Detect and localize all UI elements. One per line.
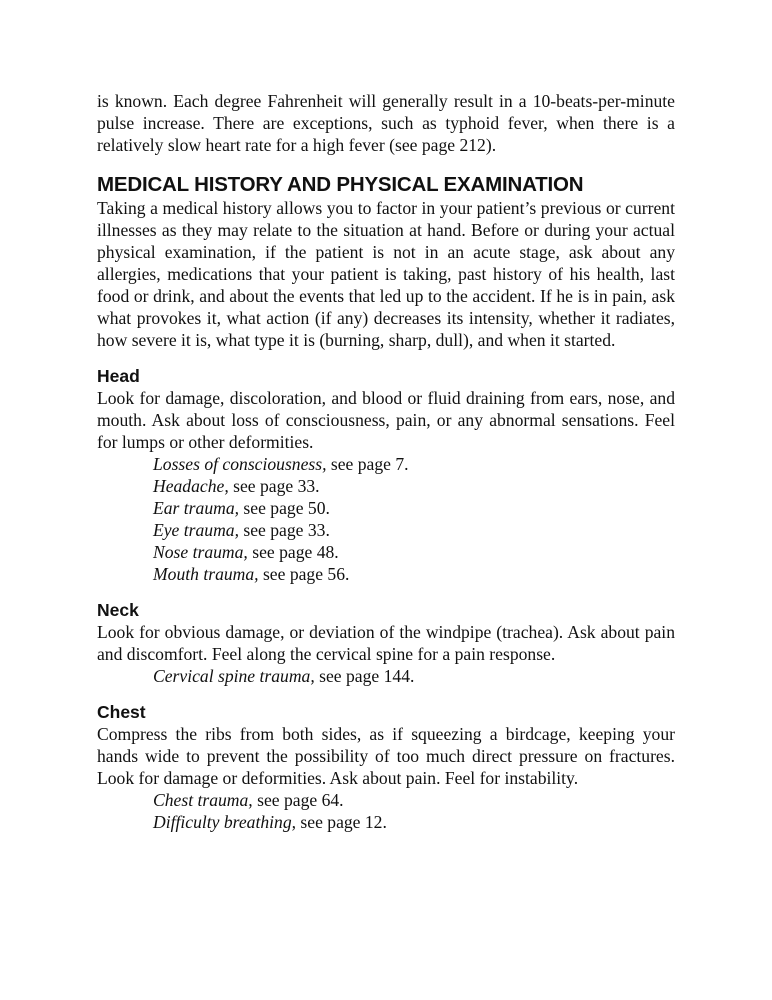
reference-topic: Mouth trauma, xyxy=(153,564,259,584)
reference-item xyxy=(97,519,675,541)
subsection-title-neck: Neck xyxy=(97,600,139,620)
reference-page: see page 50. xyxy=(239,498,330,518)
reference-list-chest xyxy=(97,789,675,833)
reference-page: see page 144. xyxy=(314,666,415,686)
intro-paragraph: is known. Each degree Fahrenheit will generally result in a 10-beats-per-minute pulse increase. There are exceptions, such as typhoid fever, when there is a relatively slow heart rate for a high fever (see page 212). xyxy=(97,91,675,155)
reference-page: see page 48. xyxy=(247,542,339,562)
section-title: MEDICAL HISTORY AND PHYSICAL EXAMINATION xyxy=(97,173,584,196)
reference-item xyxy=(97,789,675,811)
reference-topic: Eye trauma, xyxy=(153,520,239,540)
reference-page: see page 33. xyxy=(239,520,330,540)
reference-topic: Chest trauma, xyxy=(153,790,253,810)
reference-topic: Losses of consciousness, xyxy=(153,454,327,474)
reference-page: see page 12. xyxy=(296,812,387,832)
reference-list-head xyxy=(97,453,675,585)
subsection-paragraph-head: Look for damage, discoloration, and blood or fluid draining from ears, nose, and mouth. Ask about loss of consciousness, pain, or any abnormal sensations. Feel for lumps or other deformities. xyxy=(97,388,675,452)
reference-topic: Headache, xyxy=(153,476,229,496)
reference-page: see page 56. xyxy=(258,564,350,584)
reference-page: see page 7. xyxy=(326,454,409,474)
reference-item xyxy=(97,665,675,687)
reference-topic: Cervical spine trauma, xyxy=(153,666,315,686)
reference-topic: Ear trauma, xyxy=(153,498,240,518)
document-page xyxy=(97,90,675,833)
reference-item xyxy=(97,563,675,585)
reference-item xyxy=(97,497,675,519)
subsection-title-head: Head xyxy=(97,366,140,386)
reference-item xyxy=(97,541,675,563)
subsection-title-chest: Chest xyxy=(97,702,146,722)
reference-topic: Nose trauma, xyxy=(153,542,248,562)
reference-topic: Difficulty breathing, xyxy=(153,812,297,832)
reference-item xyxy=(97,453,675,475)
subsection-paragraph-neck: Look for obvious damage, or deviation of the windpipe (trachea). Ask about pain and discomfort. Feel along the cervical spine for a pain response. xyxy=(97,622,675,664)
subsection-paragraph-chest: Compress the ribs from both sides, as if squeezing a birdcage, keeping your hands wide to prevent the possibility of too much direct pressure on fractures. Look for damage or deformities. Ask about pain. Feel for instability. xyxy=(97,724,675,788)
reference-item xyxy=(97,811,675,833)
reference-item xyxy=(97,475,675,497)
reference-page: see page 64. xyxy=(252,790,344,810)
section-paragraph: Taking a medical history allows you to factor in your patient’s previous or current illnesses as they may relate to the situation at hand. Before or during your actual physical examination, if the patient is not in an acute stage, ask about any allergies, medications that your patient is taking, past history of his health, last food or drink, and about the events that led up to the accident. If he is in pain, ask what provokes it, what action (if any) decreases its intensity, whether it radiates, how severe it is, what type it is (burning, sharp, dull), and when it started. xyxy=(97,198,675,350)
reference-list-neck xyxy=(97,665,675,687)
reference-page: see page 33. xyxy=(228,476,320,496)
